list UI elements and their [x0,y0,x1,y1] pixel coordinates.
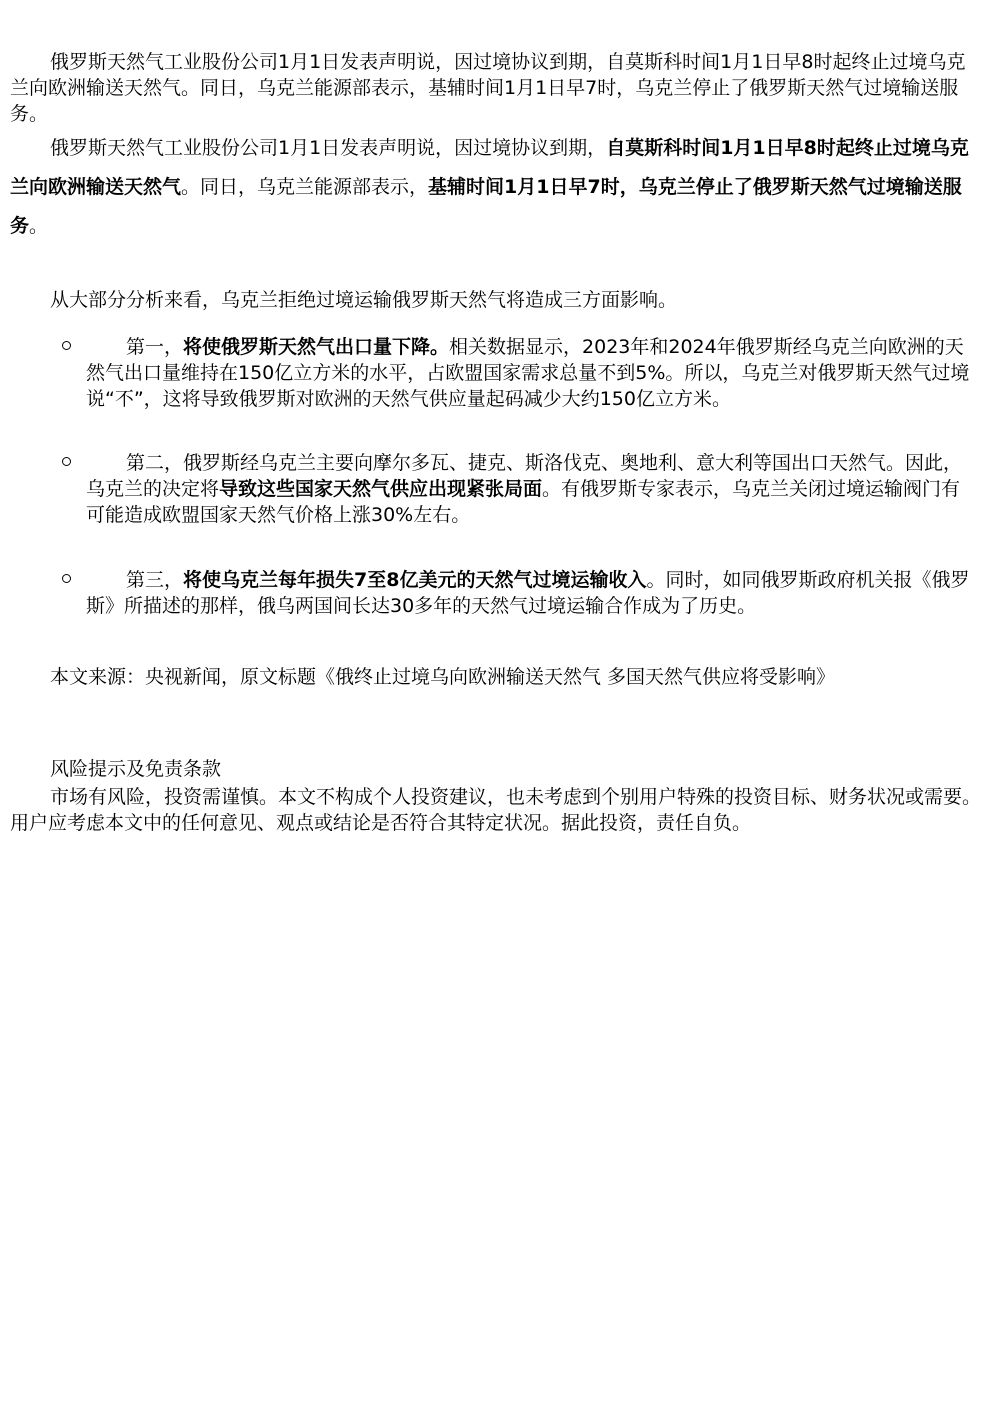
point-2-text [86,450,976,528]
disclaimer-title [10,756,982,782]
intro-rich-text-1: 俄罗斯天然气工业股份公司1月1日发表声明说，因过境协议到期， [50,137,607,159]
point-3-text [86,567,976,619]
source-text: 本文来源：央视新闻，原文标题《俄终止过境乌向欧洲输送天然气 多国天然气供应将受影响》 [50,666,836,688]
point-bold: 导致这些国家天然气供应出现紧张局面 [219,478,543,500]
intro-rich-bold-2: 基辅时间1月1日早7时，乌克兰停止了俄罗斯天然气过境输送服务 [10,176,962,237]
point-rest: 。有俄罗斯专家表示，乌克兰关闭过境运输阀门有可能造成欧盟国家天然气价格上涨30%左右。 [86,478,961,526]
disclaimer-body-text: 市场有风险，投资需谨慎。本文不构成个人投资建议，也未考虑到个别用户特殊的投资目标、财务状况或需要。用户应考虑本文中的任何意见、观点或结论是否符合其特定状况。据此投资，责任自负。 [10,786,982,834]
analysis-lead-text: 从大部分分析来看，乌克兰拒绝过境运输俄罗斯天然气将造成三方面影响。 [50,289,678,311]
hollow-bullet-icon [62,341,71,350]
point-bold: 将使乌克兰每年损失7至8亿美元的天然气过境运输收入 [183,569,647,591]
point-bold: 将使俄罗斯天然气出口量下降。 [183,336,450,358]
intro-paragraph-plain [10,49,982,127]
intro-rich-text-2: 。同日，乌克兰能源部表示， [181,176,429,198]
hollow-bullet-icon [62,457,71,466]
point-rest: 相关数据显示，2023年和2024年俄罗斯经乌克兰向欧洲的天然气出口量维持在150亿立方米的水平，占欧盟国家需求总量不到5%。所以，乌克兰对俄罗斯天然气过境说“不”，这将导致俄罗斯对欧洲的天然气供应量起码减少大约150亿立方米。 [86,336,970,410]
disclaimer-body [10,784,982,836]
analysis-lead [10,287,982,313]
intro-plain-text: 俄罗斯天然气工业股份公司1月1日发表声明说，因过境协议到期，自莫斯科时间1月1日早8时起终止过境乌克兰向欧洲输送天然气。同日，乌克兰能源部表示，基辅时间1月1日早7时，乌克兰停止了俄罗斯天然气过境输送服务。 [10,51,966,125]
point-prefix: 第二，俄罗斯经乌克兰主要向摩尔多瓦、捷克、斯洛伐克、奥地利、意大利等国出口天然气。因此，乌克兰的决定将 [86,452,963,500]
intro-rich-text-3: 。 [29,215,49,237]
source-line [10,664,982,690]
point-prefix: 第一， [126,336,184,358]
intro-rich-bold-1: 自莫斯科时间1月1日早8时起终止过境乌克兰向欧洲输送天然气 [10,137,969,198]
point-prefix: 第三， [126,569,184,591]
hollow-bullet-icon [62,574,71,583]
disclaimer-title-text: 风险提示及免责条款 [50,758,222,780]
point-rest: 。同时，如同俄罗斯政府机关报《俄罗斯》所描述的那样，俄乌两国间长达30多年的天然气过境运输合作成为了历史。 [86,569,970,617]
intro-paragraph-rich [10,129,982,246]
point-1-text [86,334,976,412]
